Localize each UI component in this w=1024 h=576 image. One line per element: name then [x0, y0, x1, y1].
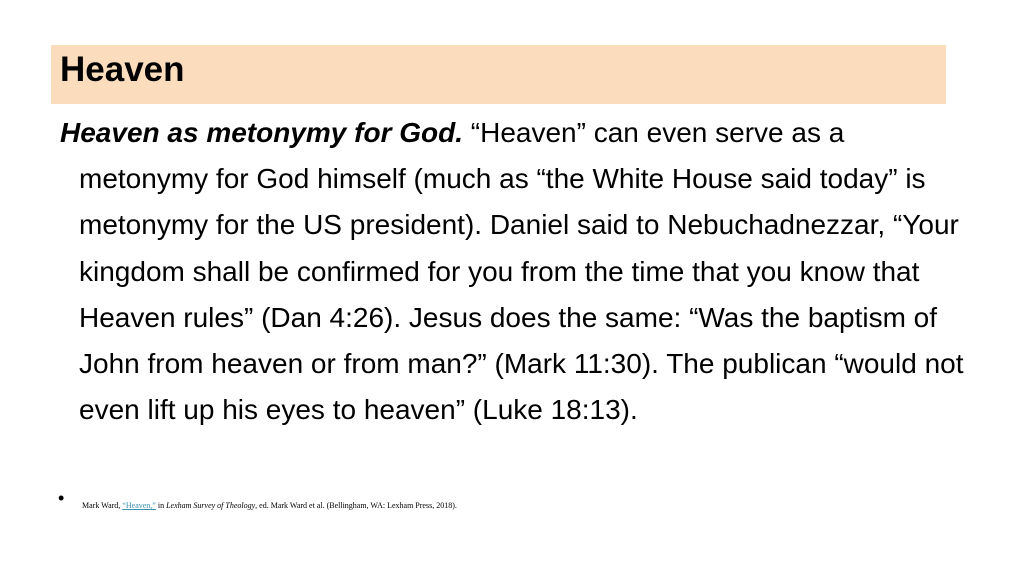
citation-author: Mark Ward,: [82, 501, 121, 510]
bullet-icon: •: [58, 488, 65, 508]
body-text: “Heaven” can even serve as a metonymy for God himself (much as “the White House said today” is metonymy for the US president). Daniel said to Nebuchadnezzar, “Your kingdom shall be confirmed for you from the time that you know that Heaven rules” (Dan 4:26). Jesus does the same: “Was the baptism of John from heaven or from man?” (Mark 11:30). The publican “would not even lift up his eyes to heaven” (Luke 18:13).: [79, 117, 964, 426]
body-paragraph: [60, 110, 979, 433]
citation-details: , ed. Mark Ward et al. (Bellingham, WA: Lexham Press, 2018).: [255, 501, 457, 510]
lead-phrase: Heaven as metonymy for God.: [60, 117, 464, 148]
citation-link[interactable]: “Heaven,”: [122, 501, 156, 510]
slide-title: Heaven: [60, 50, 185, 89]
title-bar: [51, 45, 946, 104]
citation-book-title: Lexham Survey of Theology: [166, 501, 256, 510]
citation-in: in: [157, 501, 165, 510]
footnote-citation: [82, 500, 457, 512]
